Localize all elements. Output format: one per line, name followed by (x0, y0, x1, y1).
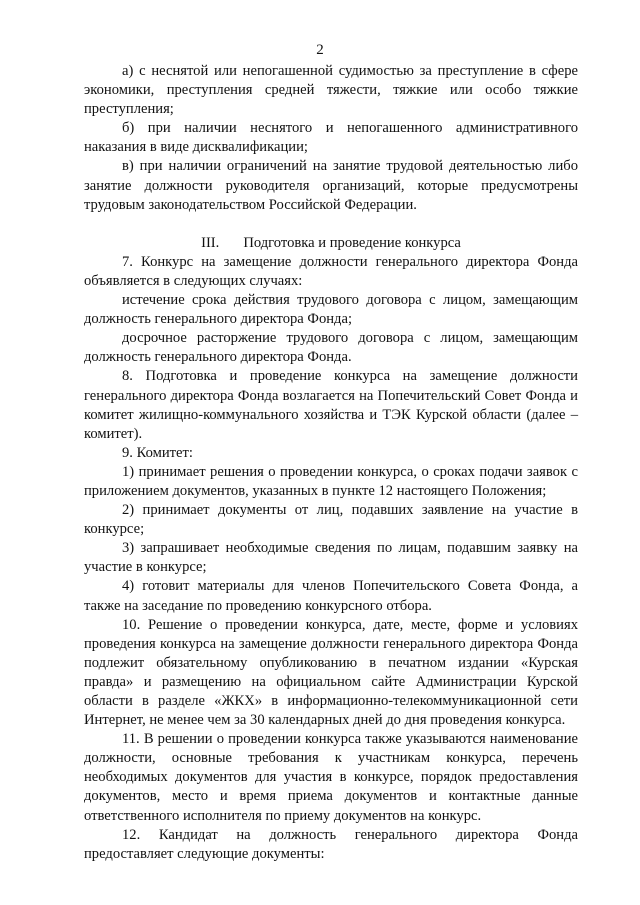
section-number: III. (201, 234, 220, 251)
paragraph-7: 7. Конкурс на замещение должности генерального директора Фонда объявляется в следующих случаях: (84, 253, 578, 289)
paragraph-9-item-1: 1) принимает решения о проведении конкурса, о сроках подачи заявок с приложением документов, указанных в пункте 12 настоящего Положения; (84, 463, 578, 499)
section-title: Подготовка и проведение конкурса (243, 234, 461, 251)
paragraph-10: 10. Решение о проведении конкурса, дате, месте, форме и условиях проведения конкурса на замещение должности генерального директора Фонда подлежит обязательному опубликованию в печатном издании «Курская правда» и размещению на официальном сайте Администрации Курской области в разделе «ЖКХ» в информационно-телекоммуникационной сети Интернет, не менее чем за 30 календарных дней до дня проведения конкурса. (84, 616, 578, 729)
paragraph-7-case-1: истечение срока действия трудового договора с лицом, замещающим должность генерального директора Фонда; (84, 292, 578, 328)
paragraph-7-case-2: досрочное расторжение трудового договора с лицом, замещающим должность генерального директора Фонда. (84, 330, 578, 366)
paragraph-11: 11. В решении о проведении конкурса также указываются наименование должности, основные требования к участникам конкурса, перечень необходимых документов для участия в конкурсе, порядок предоставления документов, место и время приема документов и контактные данные ответственного исполнителя по приему документов на конкурс. (84, 731, 578, 824)
paragraph-9-item-2: 2) принимает документы от лиц, подавших заявление на участие в конкурсе; (84, 502, 578, 538)
paragraph-a: а) с неснятой или непогашенной судимостью за преступление в сфере экономики, преступления средней тяжести, тяжкие или особо тяжкие преступления; (84, 63, 578, 118)
document-body (84, 62, 578, 864)
paragraph-12: 12. Кандидат на должность генерального директора Фонда предоставляет следующие документы: (84, 826, 578, 862)
paragraph-8: 8. Подготовка и проведение конкурса на замещение должности генерального директора Фонда возлагается на Попечительский Совет Фонда и комитет жилищно-коммунального хозяйства и ТЭК Курской области (далее – комитет). (84, 368, 578, 442)
page-number: 2 (316, 42, 324, 58)
paragraph-9-item-3: 3) запрашивает необходимые сведения по лицам, подавшим заявку на участие в конкурсе; (84, 540, 578, 576)
paragraph-9-item-4: 4) готовит материалы для членов Попечительского Совета Фонда, а также на заседание по проведению конкурсного отбора. (84, 578, 578, 614)
paragraph-b: б) при наличии неснятого и непогашенного административного наказания в виде дисквалификации; (84, 120, 578, 156)
paragraph-c: в) при наличии ограничений на занятие трудовой деятельностью либо занятие должности руководителя организаций, которые предусмотрены трудовым законодательством Российской Федерации. (84, 158, 578, 213)
section-heading (84, 234, 578, 253)
paragraph-9: 9. Комитет: (122, 444, 193, 461)
